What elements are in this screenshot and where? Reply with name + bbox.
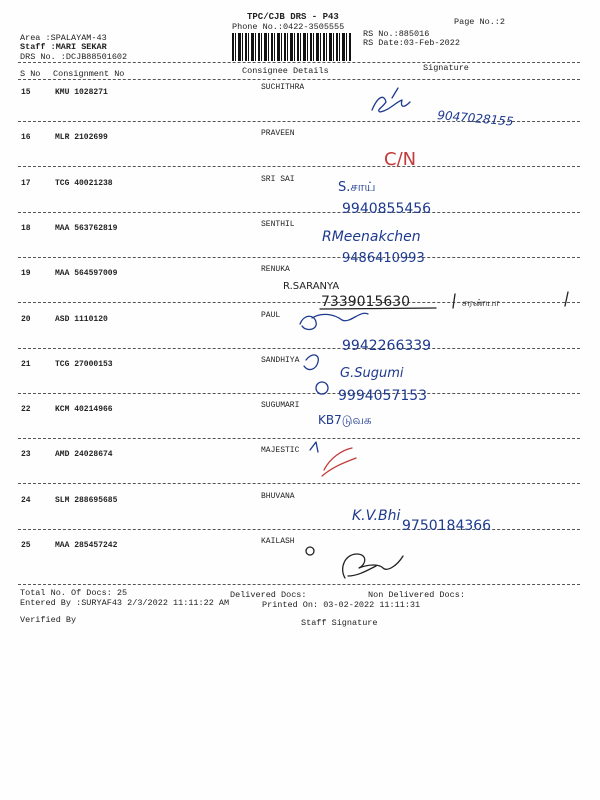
row-consignee: SRI SAI [261, 174, 295, 184]
row-sno: 20 [21, 314, 31, 324]
signature-20 [300, 313, 368, 329]
row-sno: 22 [21, 405, 31, 415]
row-consignee: SANDHIYA [261, 355, 300, 365]
row-consignee: RENUKA [261, 265, 290, 275]
row-consignee: BHUVANA [261, 491, 295, 501]
phone-19: 7339015630 [321, 294, 411, 310]
entered-by: Entered By :SURYAF43 2/3/2022 11:11:22 AM [20, 598, 230, 608]
row-consignment: MAA 564597009 [55, 269, 118, 279]
phone-15: 9047028155 [436, 108, 515, 129]
row-consignee: KAILASH [261, 537, 295, 546]
staff-signature: Staff Signature [301, 618, 378, 628]
sign-19: சரண்யா [462, 298, 500, 309]
row-consignment: MLR 2102699 [55, 133, 108, 143]
signature-15 [372, 88, 410, 112]
col-signature: Signature [423, 63, 469, 73]
row-sno: 23 [21, 450, 31, 460]
row-consignee: SUGUMARI [261, 401, 300, 411]
phone-number: Phone No.:0422-3505555 [232, 22, 345, 32]
note-16: C/N [384, 149, 417, 170]
row-sno: 18 [21, 223, 31, 233]
name-24: K.V.Bhi [352, 508, 401, 524]
row-sno: 15 [21, 88, 31, 97]
row-consignee: PAUL [261, 310, 281, 320]
sign-22: KB7டுவக [318, 413, 372, 427]
name-17: S.சாய் [338, 180, 376, 195]
rs-date: RS Date:03-Feb-2022 [363, 38, 460, 48]
name-19: R.SARANYA [283, 281, 340, 292]
col-sno: S No [20, 69, 41, 79]
row-consignee: PRAVEEN [261, 129, 295, 139]
document-title: TPC/CJB DRS - P43 [247, 12, 339, 22]
row-consignment: SLM 288695685 [55, 495, 118, 505]
name-18: RMeenakchen [322, 229, 421, 245]
rs-number: RS No.:885016 [363, 29, 430, 39]
row-consignment: KMU 1028271 [55, 88, 108, 97]
row-sno: 17 [21, 178, 31, 188]
row-sno: 16 [21, 133, 31, 143]
row-consignee: SENTHIL [261, 219, 295, 229]
phone-18: 9486410993 [342, 251, 425, 266]
row-consignment: MAA 563762819 [55, 223, 118, 233]
row-consignment: TCG 40021238 [55, 178, 113, 188]
phone-20: 9942266339 [342, 338, 432, 354]
non-delivered-docs: Non Delivered Docs: [368, 590, 465, 600]
signature-25 [343, 554, 403, 578]
row-consignee: SUCHITHRA [261, 83, 305, 92]
row-sno: 25 [21, 541, 31, 550]
row-consignment: TCG 27000153 [55, 359, 113, 369]
page-number: Page No.:2 [454, 17, 506, 27]
total-docs: Total No. Of Docs: 25 [20, 588, 128, 598]
row-sno: 21 [21, 359, 31, 369]
phone-24: 9750184366 [402, 518, 492, 534]
signature-23 [322, 448, 356, 476]
area-label: Area :SPALAYAM-43 [20, 33, 107, 43]
phone-17: 9940855456 [342, 201, 432, 217]
printed-on: Printed On: 03-02-2022 11:11:31 [262, 600, 421, 610]
col-consignee: Consignee Details [242, 66, 329, 76]
row-consignment: ASD 1110120 [55, 314, 108, 324]
delivered-docs: Delivered Docs: [230, 590, 307, 600]
row-sno: 24 [21, 495, 31, 505]
row-consignment: KCM 40214966 [55, 405, 113, 415]
verified-by: Verified By [20, 615, 77, 625]
row-sno: 19 [21, 269, 31, 279]
phone-21: 9994057153 [338, 388, 428, 404]
row-consignee: MAJESTIC [261, 446, 300, 456]
row-consignment: MAA 285457242 [55, 541, 118, 550]
staff-label: Staff :MARI SEKAR [20, 42, 107, 52]
row-consignment: AMD 24028674 [55, 450, 113, 460]
col-consignment: Consignment No [53, 69, 125, 79]
drs-number: DRS No. :DCJB88501602 [20, 52, 128, 62]
name-21: G.Sugumi [340, 366, 404, 381]
